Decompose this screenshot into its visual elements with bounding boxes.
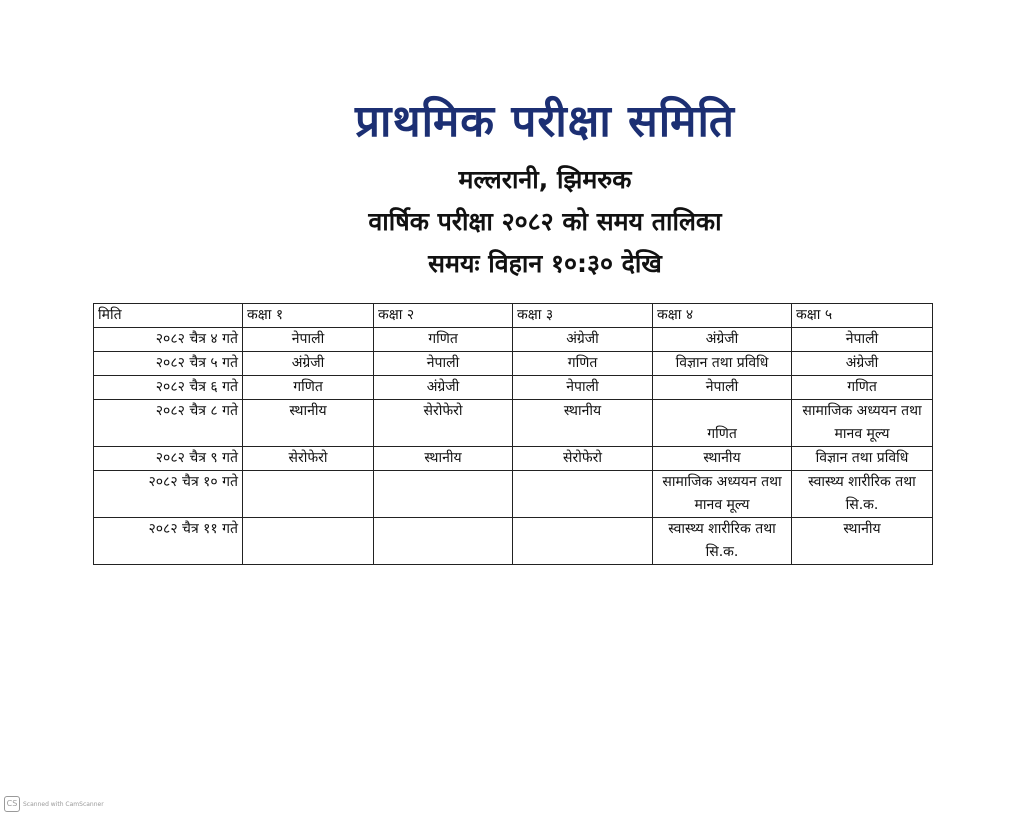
subject-cell xyxy=(243,518,374,565)
subject-cell: सामाजिक अध्ययन तथा मानव मूल्य xyxy=(792,400,933,447)
table-row xyxy=(94,518,933,565)
row-date: २०८२ चैत्र ११ गते xyxy=(94,518,243,565)
subject-cell: अंग्रेजी xyxy=(243,352,374,376)
camscanner-logo-icon: CS xyxy=(4,796,20,812)
column-header-class-3: कक्षा ३ xyxy=(513,304,653,328)
location-subtitle: मल्लरानी, झिमरुक xyxy=(458,165,632,194)
subject-cell xyxy=(374,471,513,518)
subject-cell xyxy=(513,518,653,565)
subject-cell: विज्ञान तथा प्रविधि xyxy=(792,447,933,471)
row-date: २०८२ चैत्र ६ गते xyxy=(94,376,243,400)
subject-cell: अंग्रेजी xyxy=(653,328,792,352)
column-header-class-1: कक्षा १ xyxy=(243,304,374,328)
subject-cell: नेपाली xyxy=(513,376,653,400)
subject-cell xyxy=(243,471,374,518)
subject-cell: सेरोफेरो xyxy=(243,447,374,471)
row-date: २०८२ चैत्र ८ गते xyxy=(94,400,243,447)
table-row xyxy=(94,328,933,352)
subject-cell: विज्ञान तथा प्रविधि xyxy=(653,352,792,376)
subject-cell: नेपाली xyxy=(653,376,792,400)
subject-cell: स्थानीय xyxy=(374,447,513,471)
table-row xyxy=(94,400,933,447)
subject-cell: स्वास्थ्य शारीरिक तथा सि.क. xyxy=(792,471,933,518)
subject-cell: गणित xyxy=(243,376,374,400)
subject-cell: सेरोफेरो xyxy=(513,447,653,471)
subject-cell: गणित xyxy=(374,328,513,352)
subject-cell: स्थानीय xyxy=(243,400,374,447)
table-row xyxy=(94,447,933,471)
subject-cell: गणित xyxy=(792,376,933,400)
subject-cell xyxy=(513,471,653,518)
subject-cell: सेरोफेरो xyxy=(374,400,513,447)
table-row xyxy=(94,471,933,518)
row-date: २०८२ चैत्र १० गते xyxy=(94,471,243,518)
subject-cell: सामाजिक अध्ययन तथा मानव मूल्य xyxy=(653,471,792,518)
exam-title: वार्षिक परीक्षा २०८२ को समय तालिका xyxy=(368,207,722,236)
subject-cell: नेपाली xyxy=(792,328,933,352)
column-header-date: मिति xyxy=(94,304,243,328)
page-title: प्राथमिक परीक्षा समिति xyxy=(355,96,735,147)
subject-cell: स्थानीय xyxy=(653,447,792,471)
table-header-row xyxy=(94,304,933,328)
column-header-class-2: कक्षा २ xyxy=(374,304,513,328)
table-row xyxy=(94,376,933,400)
subject-cell: अंग्रेजी xyxy=(792,352,933,376)
column-header-class-5: कक्षा ५ xyxy=(792,304,933,328)
subject-cell: अंग्रेजी xyxy=(374,376,513,400)
subject-cell xyxy=(374,518,513,565)
subject-cell: गणित xyxy=(653,400,792,447)
camscanner-watermark xyxy=(4,796,104,812)
column-header-class-4: कक्षा ४ xyxy=(653,304,792,328)
subject-cell: स्थानीय xyxy=(513,400,653,447)
subject-cell: नेपाली xyxy=(374,352,513,376)
row-date: २०८२ चैत्र ४ गते xyxy=(94,328,243,352)
subject-cell: स्वास्थ्य शारीरिक तथा सि.क. xyxy=(653,518,792,565)
subject-cell: नेपाली xyxy=(243,328,374,352)
subject-cell: स्थानीय xyxy=(792,518,933,565)
subject-cell: गणित xyxy=(513,352,653,376)
exam-time: समयः विहान १०:३० देखि xyxy=(428,249,662,278)
camscanner-text: Scanned with CamScanner xyxy=(23,800,104,808)
table-row xyxy=(94,352,933,376)
exam-schedule-table xyxy=(93,303,933,565)
row-date: २०८२ चैत्र ९ गते xyxy=(94,447,243,471)
subject-cell: अंग्रेजी xyxy=(513,328,653,352)
row-date: २०८२ चैत्र ५ गते xyxy=(94,352,243,376)
